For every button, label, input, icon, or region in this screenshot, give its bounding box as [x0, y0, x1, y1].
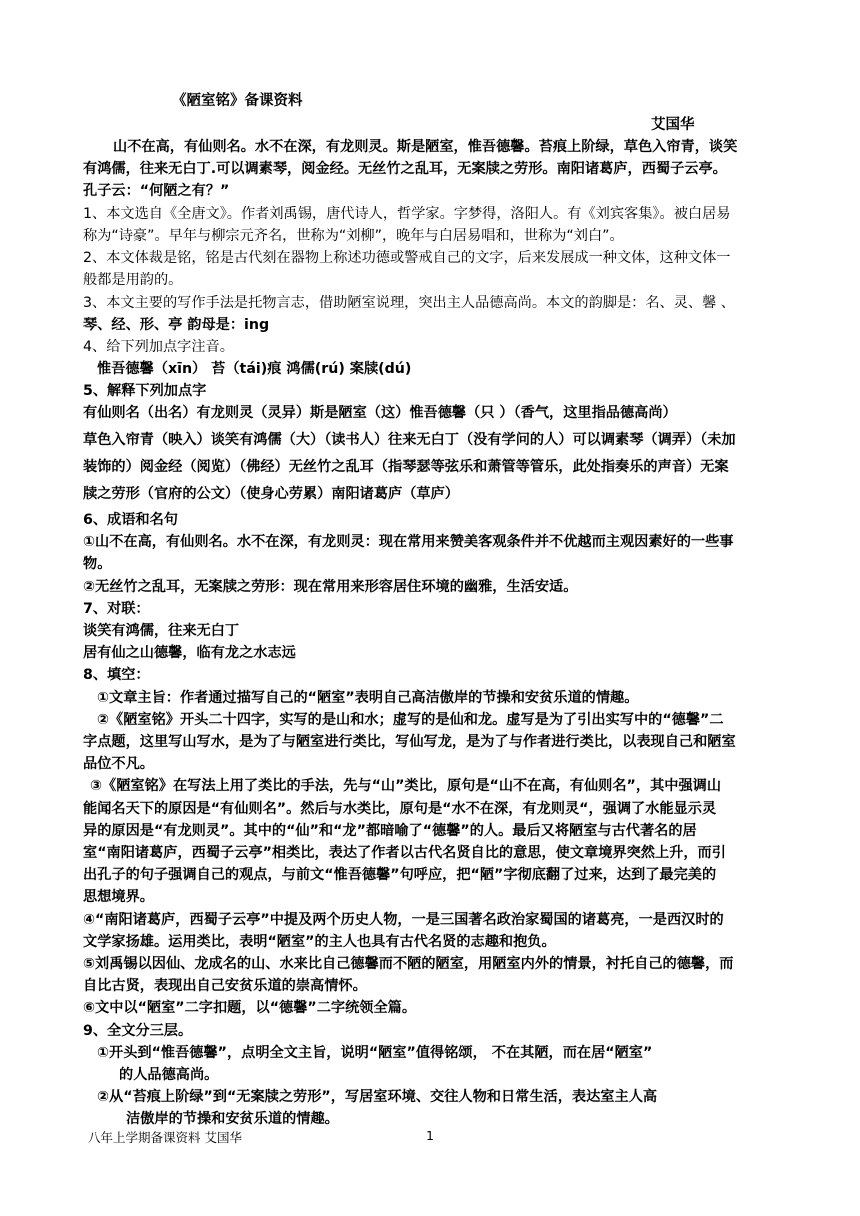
text-line: 山不在高，有仙则名。水不在深，有龙则灵。斯是陋室，惟吾德馨。苔痕上阶绿，草色入帘青，谈笑	[113, 139, 738, 155]
text-line: ①山不在高，有仙则名。水不在深，有龙则灵：现在常用来赞美客观条件并不优越而主观因素好的一些事	[83, 534, 734, 550]
text-line: 有仙则名（出名）有龙则灵（灵异）斯是陋室（这）惟吾德馨（只 ）（香气，这里指品德高尚）	[83, 405, 677, 421]
text-line: ⑥文中以“陋室”二字扣题，以“德馨”二字统领全篇。	[83, 1000, 417, 1016]
text-line: 称为“诗豪”。早年与柳宗元齐名，世称为“刘柳”，晚年与白居易唱和，世称为“刘白”。	[83, 228, 624, 244]
text-line: 2、本文体裁是铭，铭是古代刻在器物上称述功德或警戒自己的文字，后来发展成一种文体，这种文体一	[83, 250, 731, 266]
text-line: 3、本文主要的写作手法是托物言志，借助陋室说理，突出主人品德高尚。本文的韵脚是：名、灵、馨 、	[83, 295, 735, 311]
text-line: 的人品德高尚。	[119, 1067, 219, 1083]
text-line: 有鸿儒，往来无白丁.可以调素琴，阅金经。无丝竹之乱耳，无案牍之劳形。南阳诸葛庐，西蜀子云亭。	[83, 161, 727, 177]
text-line: 室“南阳诸葛庐，西蜀子云亭”相类比，表达了作者以古代名贤自比的意思，使文章境界突然上升，而引	[83, 845, 726, 861]
text-line: ②无丝竹之乱耳，无案牍之劳形：现在常用来形容居住环境的幽雅，生活安适。	[83, 579, 578, 595]
text-line: 9、全文分三层。	[83, 1023, 193, 1039]
text-line: 6、成语和名句	[83, 512, 178, 528]
text-line: ①文章主旨：作者通过描写自己的“陋室”表明自己高洁傲岸的节操和安贫乐道的情趣。	[97, 690, 639, 706]
text-line: 牍之劳形（官府的公文）（使身心劳累）南阳诸葛庐（草庐）	[83, 486, 459, 502]
text-line: 5、解释下列加点字	[83, 383, 207, 399]
text-line: 品位不凡。	[83, 756, 154, 772]
text-line: 思想境界。	[83, 889, 154, 905]
document-author: 艾国华	[651, 117, 695, 133]
text-line: 异的原因是“有龙则灵”。其中的“仙”和“龙”都暗喻了“德馨”的人。最后又将陋室与古代著名的居	[83, 823, 697, 839]
text-line: 般都是用韵的。	[83, 272, 183, 288]
text-line: 居有仙之山德馨，临有龙之水志远	[83, 645, 296, 661]
text-line: 谈笑有鸿儒，往来无白丁	[83, 623, 240, 639]
text-line: 字点题，这里写山写水，是为了与陋室进行类比，写仙写龙，是为了与作者进行类比，以表现自己和陋室	[83, 734, 736, 750]
text-line: 孔子云：“何陋之有？”	[83, 183, 230, 199]
text-line: 能闻名天下的原因是“有仙则名”。然后与水类比，原句是“水不在深，有龙则灵“，强调了水能显示灵	[83, 801, 717, 817]
text-line: 物。	[83, 556, 112, 572]
document-title: 《陋室铭》备课资料	[172, 93, 303, 109]
text-line: 洁傲岸的节操和安贫乐道的情趣。	[126, 1111, 339, 1127]
text-line: ②《陋室铭》开头二十四字，实写的是山和水；虚写的是仙和龙。虚写是为了引出实写中的“德馨”二	[97, 712, 724, 728]
text-line: ②从“苔痕上阶绿”到“无案牍之劳形”，写居室环境、交往人物和日常生活，表达室主人高	[97, 1089, 658, 1105]
text-line: 装饰的）阅金经（阅览）（佛经）无丝竹之乱耳（指琴瑟等弦乐和萧管等管乐，此处指奏乐的声音）无案	[83, 459, 729, 475]
text-line: ①开头到“惟吾德馨”，点明全文主旨，说明“陋室”值得铭颂， 不在其陋，而在居“陋室”	[97, 1045, 653, 1061]
text-line: ③《陋室铭》在写法上用了类比的手法，先与“山”类比，原句是“山不在高，有仙则名”，其中强调山	[90, 778, 722, 794]
text-line: 惟吾德馨（xīn） 苔（tái)痕 鸿儒(rú) 案牍(dú)	[97, 361, 412, 377]
text-line: 草色入帘青（映入）谈笑有鸿儒（大）（读书人）往来无白丁（没有学问的人）可以调素琴（调弄）（未加	[83, 432, 736, 448]
text-line: 自比古贤，表现出自己安贫乐道的崇高情怀。	[83, 978, 367, 994]
text-line: 1、本文选自《全唐文》。作者刘禹锡，唐代诗人，哲学家。字梦得，洛阳人。有《刘宾客集》。被白居易	[83, 206, 731, 222]
footer-left: 八年上学期备课资料 艾国华	[88, 1130, 242, 1145]
text-line: 4、给下列加点字注音。	[83, 339, 234, 355]
text-line: ⑤刘禹锡以因仙、龙成名的山、水来比自己德馨而不陋的陋室，用陋室内外的情景，衬托自己的德馨，而	[83, 956, 734, 972]
text-line: 文学家扬雄。运用类比，表明“陋室”的主人也具有古代名贤的志趣和抱负。	[83, 934, 556, 950]
text-line: 8、填空：	[83, 667, 150, 683]
page-number: 1	[426, 1128, 434, 1143]
text-line: 琴、经、形、亭 韵母是：ing	[83, 317, 270, 333]
text-line: 出孔子的句子强调自己的观点，与前文“惟吾德馨”句呼应，把“陋”字彻底翻了过来，达到了最完美的	[83, 867, 717, 883]
text-line: ④“南阳诸葛庐，西蜀子云亭”中提及两个历史人物，一是三国著名政治家蜀国的诸葛亮，一是西汉时的	[83, 912, 724, 928]
text-line: 7、对联：	[83, 601, 150, 617]
